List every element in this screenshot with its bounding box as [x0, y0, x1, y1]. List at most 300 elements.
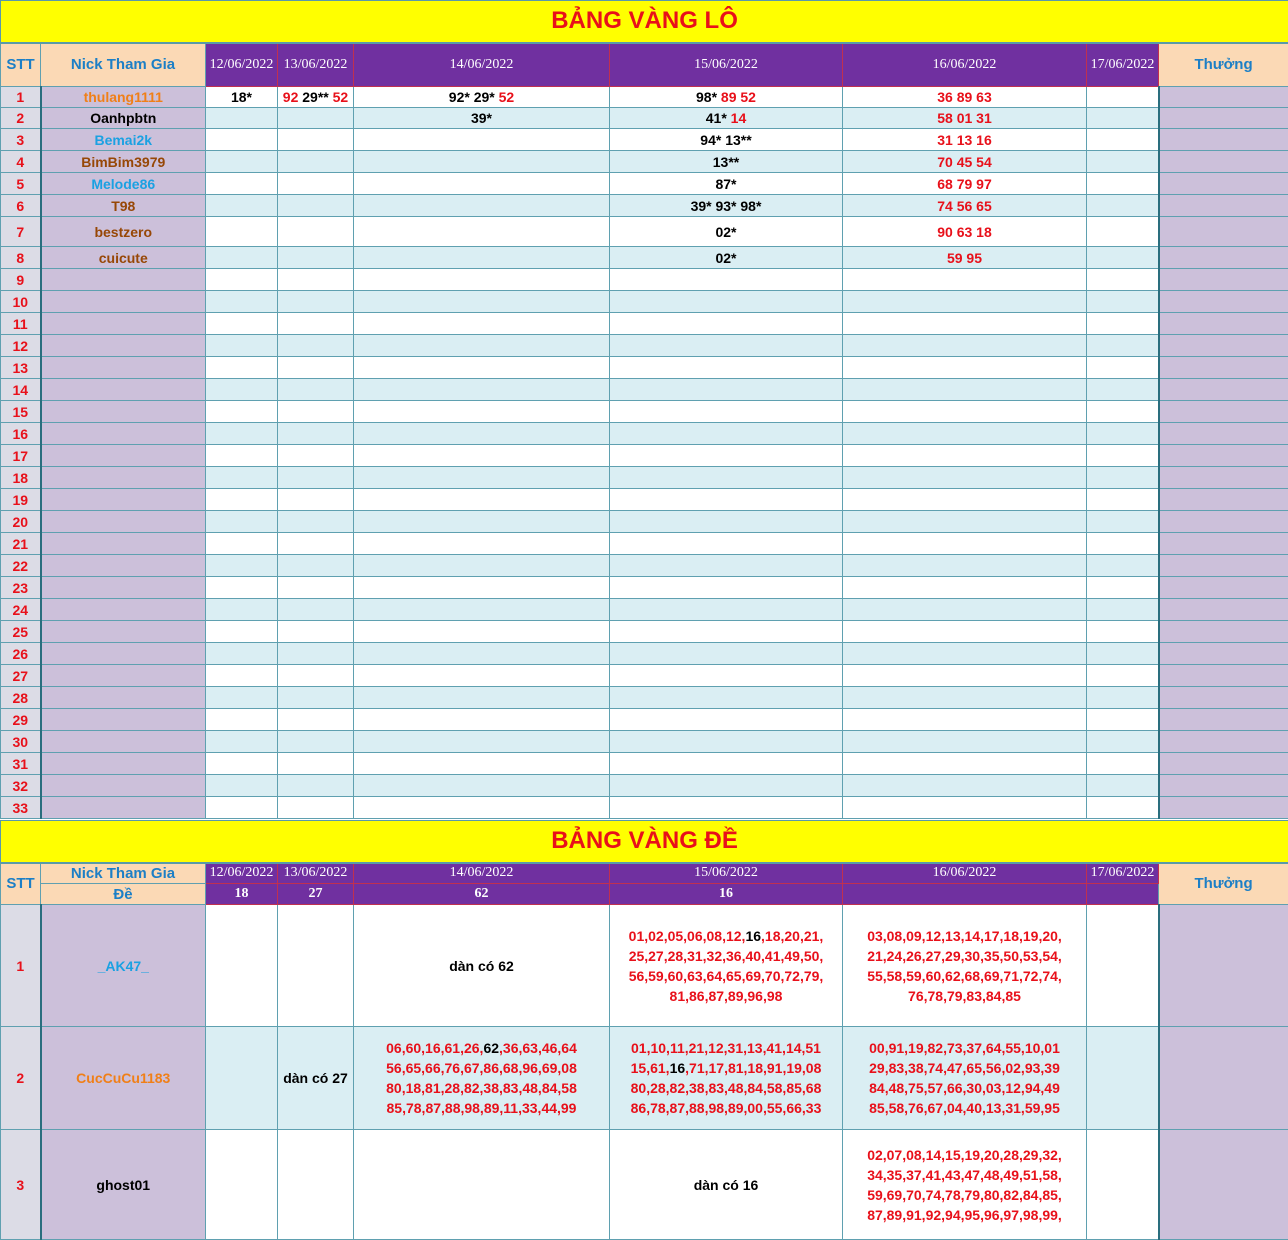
- cell-text: 02*: [715, 224, 736, 240]
- lo-day-cell: [610, 269, 843, 291]
- lo-day-cell: [1087, 247, 1159, 269]
- lo-day-cell: [843, 555, 1087, 577]
- lo-row: [1, 291, 1288, 313]
- row-stt: 2: [1, 108, 41, 129]
- lo-day-cell: [354, 335, 610, 357]
- cell-text: 59 95: [947, 250, 982, 266]
- lo-day-cell: [354, 129, 610, 151]
- de-row: [1, 905, 1288, 1027]
- lo-row: [1, 643, 1288, 665]
- lo-day-cell: [206, 709, 278, 731]
- cell-text: 56,59,60,63,64,65,69,70,72,79,: [629, 968, 824, 984]
- lo-day-cell: [206, 87, 278, 108]
- lo-day-cell: [354, 687, 610, 709]
- cell-text: 29,83,38,74,47,65,56,02,93,39: [869, 1060, 1060, 1076]
- lo-day-cell: [843, 423, 1087, 445]
- lo-day-cell: [1087, 577, 1159, 599]
- lo-day-cell: [610, 291, 843, 313]
- de-header-date: 16/06/2022: [843, 863, 1087, 884]
- row-nick: [41, 709, 206, 731]
- de-day-cell: [610, 1130, 843, 1240]
- lo-day-cell: [206, 555, 278, 577]
- lo-day-cell: [610, 401, 843, 423]
- de-day-cell: [610, 1027, 843, 1130]
- row-thuong: [1159, 151, 1288, 173]
- de-header-nick: Nick Tham Gia: [41, 863, 206, 884]
- row-thuong: [1159, 533, 1288, 555]
- lo-day-cell: [1087, 87, 1159, 108]
- row-thuong: [1159, 269, 1288, 291]
- lo-header-row: [1, 43, 1288, 87]
- lo-day-cell: [354, 753, 610, 775]
- de-day-cell: [354, 905, 610, 1027]
- lo-day-cell: [206, 291, 278, 313]
- lo-day-cell: [354, 709, 610, 731]
- lo-day-cell: [278, 87, 354, 108]
- lo-day-cell: [843, 753, 1087, 775]
- row-thuong: [1159, 621, 1288, 643]
- de-day-cell: [278, 1027, 354, 1130]
- row-stt: 29: [1, 709, 41, 731]
- lo-day-cell: [610, 108, 843, 129]
- row-stt: 1: [1, 905, 41, 1027]
- row-nick: [41, 511, 206, 533]
- row-stt: 19: [1, 489, 41, 511]
- lo-day-cell: [354, 511, 610, 533]
- de-row: [1, 1130, 1288, 1240]
- lo-day-cell: [843, 87, 1087, 108]
- de-title: BẢNG VÀNG ĐỀ: [1, 821, 1288, 863]
- row-nick: [41, 687, 206, 709]
- lo-day-cell: [610, 151, 843, 173]
- lo-day-cell: [206, 335, 278, 357]
- lo-day-cell: [1087, 511, 1159, 533]
- lo-day-cell: [1087, 687, 1159, 709]
- de-header-row: [1, 863, 1288, 884]
- lo-day-cell: [278, 665, 354, 687]
- row-nick: thulang1111: [41, 87, 206, 108]
- row-thuong: [1159, 577, 1288, 599]
- lo-day-cell: [206, 151, 278, 173]
- lo-day-cell: [1087, 797, 1159, 819]
- lo-day-cell: [610, 489, 843, 511]
- row-nick: [41, 357, 206, 379]
- de-header-date: 13/06/2022: [278, 863, 354, 884]
- row-nick: [41, 269, 206, 291]
- lo-day-cell: [843, 195, 1087, 217]
- de-day-cell: [354, 1027, 610, 1130]
- lo-day-cell: [843, 731, 1087, 753]
- cell-text: 18*: [231, 89, 252, 105]
- lo-day-cell: [1087, 195, 1159, 217]
- de-day-cell: [610, 905, 843, 1027]
- lo-body: [1, 87, 1288, 819]
- lo-day-cell: [1087, 335, 1159, 357]
- cell-text: 39* 93* 98*: [691, 198, 762, 214]
- lo-day-cell: [610, 217, 843, 247]
- cell-text: 58 01 31: [937, 110, 992, 126]
- lo-day-cell: [206, 108, 278, 129]
- lo-day-cell: [354, 401, 610, 423]
- lo-day-cell: [354, 269, 610, 291]
- row-thuong: [1159, 687, 1288, 709]
- lo-day-cell: [278, 335, 354, 357]
- lo-day-cell: [1087, 643, 1159, 665]
- lo-day-cell: [843, 129, 1087, 151]
- lo-row: [1, 467, 1288, 489]
- lo-row: [1, 423, 1288, 445]
- row-stt: 2: [1, 1027, 41, 1130]
- cell-text: 81,86,87,89,96,98: [670, 988, 783, 1004]
- cell-text: 80,18,81,28,82,38,83,48,84,58: [386, 1080, 577, 1096]
- lo-row: [1, 709, 1288, 731]
- lo-day-cell: [206, 621, 278, 643]
- row-thuong: [1159, 217, 1288, 247]
- lo-day-cell: [610, 357, 843, 379]
- lo-day-cell: [610, 621, 843, 643]
- lo-day-cell: [610, 709, 843, 731]
- row-thuong: [1159, 753, 1288, 775]
- row-thuong: [1159, 905, 1288, 1027]
- lo-day-cell: [278, 643, 354, 665]
- cell-text: 06,60,16,61,26,: [386, 1040, 483, 1056]
- row-thuong: [1159, 291, 1288, 313]
- lo-day-cell: [843, 445, 1087, 467]
- de-result: 16: [610, 884, 843, 905]
- lo-day-cell: [610, 555, 843, 577]
- lo-row: [1, 797, 1288, 819]
- de-day-cell: [843, 1027, 1087, 1130]
- row-nick: [41, 643, 206, 665]
- de-result: 62: [354, 884, 610, 905]
- lo-row: [1, 269, 1288, 291]
- lo-day-cell: [843, 379, 1087, 401]
- lo-row: [1, 151, 1288, 173]
- row-nick: T98: [41, 195, 206, 217]
- lo-day-cell: [610, 173, 843, 195]
- lo-header-nick: Nick Tham Gia: [41, 43, 206, 87]
- de-result: 18: [206, 884, 278, 905]
- row-stt: 15: [1, 401, 41, 423]
- row-stt: 32: [1, 775, 41, 797]
- lo-day-cell: [843, 577, 1087, 599]
- row-nick: ghost01: [41, 1130, 206, 1240]
- cell-text: 80,28,82,38,83,48,84,58,85,68: [631, 1080, 822, 1096]
- lo-day-cell: [610, 775, 843, 797]
- row-nick: [41, 731, 206, 753]
- lo-day-cell: [843, 335, 1087, 357]
- row-stt: 23: [1, 577, 41, 599]
- row-stt: 10: [1, 291, 41, 313]
- row-stt: 16: [1, 423, 41, 445]
- row-thuong: [1159, 489, 1288, 511]
- lo-day-cell: [206, 533, 278, 555]
- cell-text: 62: [483, 1040, 499, 1056]
- row-stt: 1: [1, 87, 41, 108]
- lo-day-cell: [843, 533, 1087, 555]
- cell-text: 94* 13**: [700, 132, 751, 148]
- lo-day-cell: [206, 687, 278, 709]
- lo-day-cell: [843, 797, 1087, 819]
- lo-day-cell: [1087, 151, 1159, 173]
- de-header-thuong: Thưởng: [1159, 863, 1288, 905]
- lo-row: [1, 335, 1288, 357]
- lo-day-cell: [354, 467, 610, 489]
- row-nick: [41, 445, 206, 467]
- cell-text: dàn có 27: [283, 1070, 348, 1086]
- row-nick: [41, 467, 206, 489]
- lo-day-cell: [610, 445, 843, 467]
- lo-day-cell: [1087, 357, 1159, 379]
- lo-day-cell: [354, 599, 610, 621]
- lo-day-cell: [610, 533, 843, 555]
- lo-row: [1, 445, 1288, 467]
- de-day-cell: [1087, 905, 1159, 1027]
- de-header-date: 15/06/2022: [610, 863, 843, 884]
- lo-day-cell: [278, 151, 354, 173]
- lo-day-cell: [206, 445, 278, 467]
- row-stt: 8: [1, 247, 41, 269]
- lo-day-cell: [278, 555, 354, 577]
- lo-day-cell: [278, 357, 354, 379]
- lo-day-cell: [354, 291, 610, 313]
- lo-day-cell: [278, 313, 354, 335]
- lo-day-cell: [206, 269, 278, 291]
- cell-text: 31 13 16: [937, 132, 992, 148]
- cell-text: 00,91,19,82,73,37,64,55,10,01: [869, 1040, 1060, 1056]
- de-result: 27: [278, 884, 354, 905]
- row-thuong: [1159, 173, 1288, 195]
- cell-text: 02,07,08,14,15,19,20,28,29,32,: [867, 1147, 1062, 1163]
- row-thuong: [1159, 401, 1288, 423]
- lo-day-cell: [1087, 489, 1159, 511]
- lo-row: [1, 621, 1288, 643]
- lo-day-cell: [610, 195, 843, 217]
- lo-header-date: 15/06/2022: [610, 43, 843, 87]
- lo-day-cell: [610, 379, 843, 401]
- lo-row: [1, 217, 1288, 247]
- de-day-cell: [354, 1130, 610, 1240]
- cell-text: 85,78,87,88,98,89,11,33,44,99: [387, 1100, 577, 1116]
- cell-text: 52: [329, 89, 348, 105]
- lo-day-cell: [1087, 599, 1159, 621]
- lo-day-cell: [278, 753, 354, 775]
- lo-day-cell: [610, 247, 843, 269]
- lo-day-cell: [354, 87, 610, 108]
- row-stt: 17: [1, 445, 41, 467]
- lo-day-cell: [278, 423, 354, 445]
- de-header-date: 14/06/2022: [354, 863, 610, 884]
- row-nick: [41, 489, 206, 511]
- lo-day-cell: [206, 173, 278, 195]
- lo-day-cell: [1087, 173, 1159, 195]
- lo-day-cell: [278, 687, 354, 709]
- row-thuong: [1159, 313, 1288, 335]
- lo-day-cell: [843, 401, 1087, 423]
- row-stt: 7: [1, 217, 41, 247]
- cell-text: 14: [727, 110, 746, 126]
- cell-text: dàn có 16: [694, 1177, 759, 1193]
- de-day-cell: [206, 1027, 278, 1130]
- lo-day-cell: [1087, 313, 1159, 335]
- lo-header-date: 16/06/2022: [843, 43, 1087, 87]
- lo-day-cell: [206, 467, 278, 489]
- lo-day-cell: [206, 313, 278, 335]
- lo-day-cell: [843, 643, 1087, 665]
- lo-day-cell: [610, 577, 843, 599]
- lo-day-cell: [278, 709, 354, 731]
- lo-day-cell: [354, 533, 610, 555]
- lo-day-cell: [610, 87, 843, 108]
- de-day-cell: [843, 905, 1087, 1027]
- lo-row: [1, 731, 1288, 753]
- lo-day-cell: [354, 379, 610, 401]
- lo-day-cell: [354, 577, 610, 599]
- lo-day-cell: [206, 195, 278, 217]
- lo-day-cell: [1087, 731, 1159, 753]
- lo-day-cell: [354, 247, 610, 269]
- cell-text: 41*: [706, 110, 727, 126]
- lo-day-cell: [843, 489, 1087, 511]
- row-stt: 30: [1, 731, 41, 753]
- cell-text: dàn có 62: [449, 958, 514, 974]
- lo-day-cell: [610, 665, 843, 687]
- lo-day-cell: [278, 401, 354, 423]
- lo-row: [1, 357, 1288, 379]
- lo-day-cell: [206, 797, 278, 819]
- row-thuong: [1159, 1130, 1288, 1240]
- lo-day-cell: [354, 731, 610, 753]
- lo-header-thuong: Thưởng: [1159, 43, 1288, 87]
- row-nick: [41, 401, 206, 423]
- lo-day-cell: [278, 173, 354, 195]
- lo-day-cell: [354, 108, 610, 129]
- cell-text: 16: [670, 1060, 686, 1076]
- cell-text: 76,78,79,83,84,85: [908, 988, 1021, 1004]
- lo-day-cell: [354, 151, 610, 173]
- row-stt: 12: [1, 335, 41, 357]
- lo-day-cell: [354, 621, 610, 643]
- lo-day-cell: [1087, 665, 1159, 687]
- row-nick: [41, 665, 206, 687]
- cell-text: 85,58,76,67,04,40,13,31,59,95: [869, 1100, 1060, 1116]
- lo-row: [1, 577, 1288, 599]
- cell-text: 86,78,87,88,98,89,00,55,66,33: [631, 1100, 822, 1116]
- lo-day-cell: [206, 599, 278, 621]
- lo-day-cell: [354, 643, 610, 665]
- de-body: [1, 905, 1288, 1240]
- row-thuong: [1159, 423, 1288, 445]
- lo-day-cell: [843, 599, 1087, 621]
- lo-day-cell: [278, 511, 354, 533]
- lo-day-cell: [1087, 753, 1159, 775]
- row-stt: 20: [1, 511, 41, 533]
- cell-text: 16: [745, 928, 761, 944]
- lo-day-cell: [206, 379, 278, 401]
- lo-day-cell: [843, 665, 1087, 687]
- lo-day-cell: [843, 217, 1087, 247]
- row-thuong: [1159, 1027, 1288, 1130]
- lo-day-cell: [843, 313, 1087, 335]
- row-thuong: [1159, 665, 1288, 687]
- lo-day-cell: [1087, 775, 1159, 797]
- lo-day-cell: [843, 687, 1087, 709]
- cell-text: 21,24,26,27,29,30,35,50,53,54,: [867, 948, 1062, 964]
- cell-text: 87,89,91,92,94,95,96,97,98,99,: [867, 1207, 1062, 1223]
- cell-text: 29**: [298, 89, 328, 105]
- row-nick: [41, 577, 206, 599]
- lo-day-cell: [206, 731, 278, 753]
- cell-text: 56,65,66,76,67,86,68,96,69,08: [386, 1060, 577, 1076]
- row-nick: [41, 775, 206, 797]
- row-stt: 33: [1, 797, 41, 819]
- lo-day-cell: [1087, 533, 1159, 555]
- lo-day-cell: [278, 731, 354, 753]
- lo-day-cell: [206, 401, 278, 423]
- row-nick: [41, 379, 206, 401]
- lo-day-cell: [278, 247, 354, 269]
- de-result-row: [1, 884, 1288, 905]
- cell-text: 90 63 18: [937, 224, 992, 240]
- row-thuong: [1159, 709, 1288, 731]
- lo-day-cell: [354, 775, 610, 797]
- row-nick: [41, 533, 206, 555]
- row-thuong: [1159, 511, 1288, 533]
- lo-day-cell: [278, 129, 354, 151]
- cell-text: 03,08,09,12,13,14,17,18,19,20,: [867, 928, 1062, 944]
- row-nick: Bemai2k: [41, 129, 206, 151]
- row-nick: [41, 753, 206, 775]
- lo-day-cell: [843, 709, 1087, 731]
- cell-text: 01,10,11,21,12,31,13,41,14,51: [631, 1040, 821, 1056]
- lo-day-cell: [278, 108, 354, 129]
- row-thuong: [1159, 87, 1288, 108]
- row-nick: bestzero: [41, 217, 206, 247]
- lo-day-cell: [610, 599, 843, 621]
- row-nick: [41, 555, 206, 577]
- lo-row: [1, 173, 1288, 195]
- lo-header-date: 17/06/2022: [1087, 43, 1159, 87]
- row-thuong: [1159, 775, 1288, 797]
- row-stt: 3: [1, 129, 41, 151]
- de-result: [1087, 884, 1159, 905]
- lo-day-cell: [610, 335, 843, 357]
- row-stt: 5: [1, 173, 41, 195]
- row-nick: CucCuCu1183: [41, 1027, 206, 1130]
- lo-row: [1, 555, 1288, 577]
- lo-day-cell: [354, 313, 610, 335]
- cell-text: 34,35,37,41,43,47,48,49,51,58,: [867, 1167, 1062, 1183]
- row-nick: Melode86: [41, 173, 206, 195]
- row-nick: [41, 335, 206, 357]
- lo-day-cell: [843, 357, 1087, 379]
- lo-day-cell: [354, 445, 610, 467]
- row-nick: [41, 313, 206, 335]
- lo-day-cell: [278, 217, 354, 247]
- row-thuong: [1159, 599, 1288, 621]
- row-stt: 28: [1, 687, 41, 709]
- lo-day-cell: [610, 643, 843, 665]
- lo-row: [1, 665, 1288, 687]
- row-nick: _AK47_: [41, 905, 206, 1027]
- lo-row: [1, 247, 1288, 269]
- lo-row: [1, 599, 1288, 621]
- lo-day-cell: [206, 577, 278, 599]
- row-thuong: [1159, 379, 1288, 401]
- row-stt: 31: [1, 753, 41, 775]
- cell-text: ,71,17,81,18,91,19,08: [685, 1060, 821, 1076]
- lo-day-cell: [206, 423, 278, 445]
